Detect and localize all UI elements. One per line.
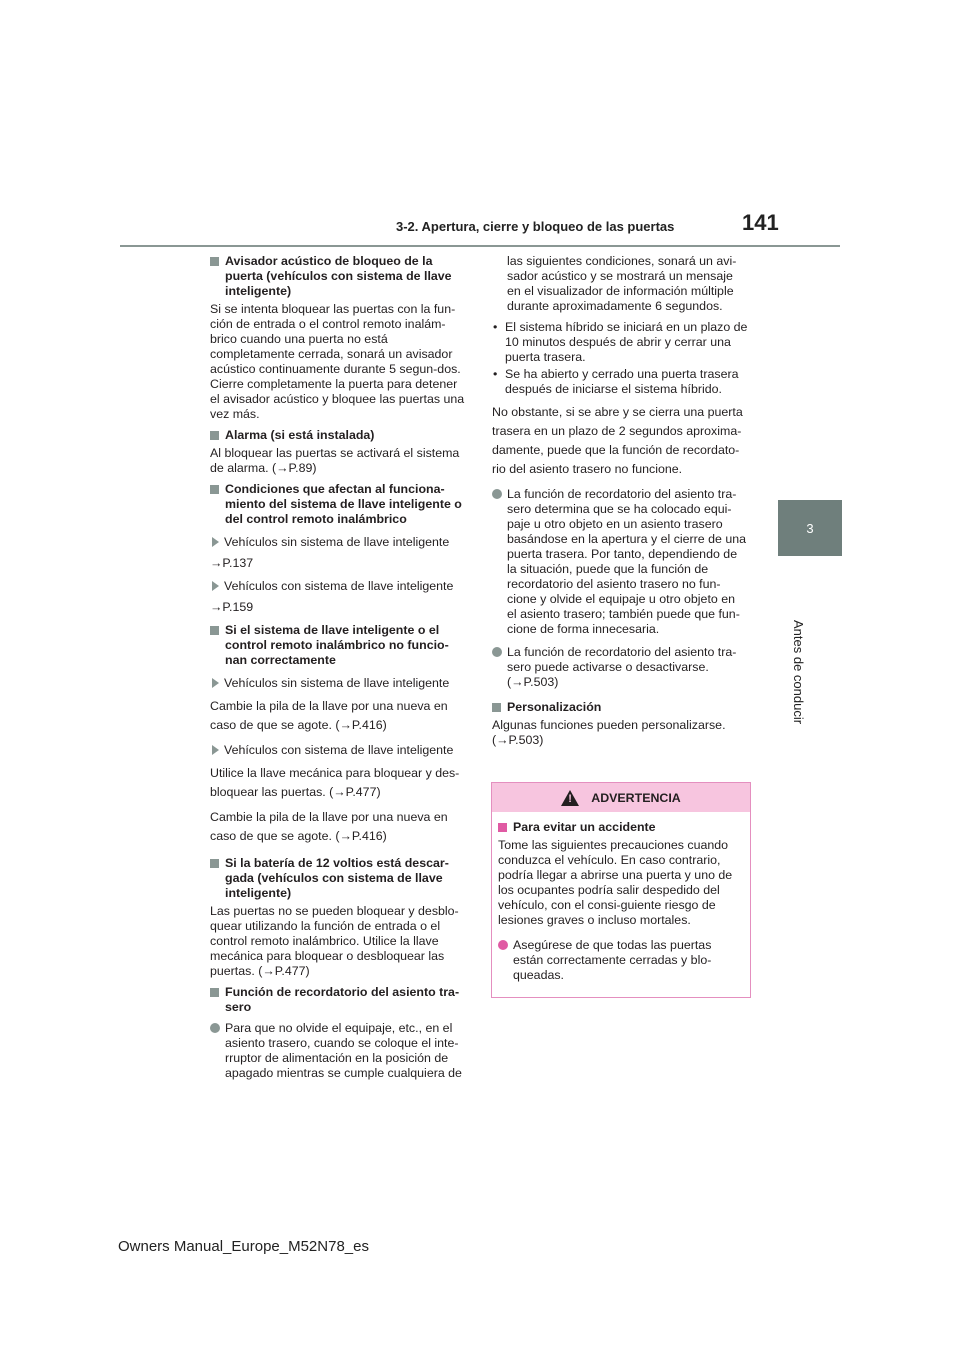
- text-line: Cambie la pila de la llave por una nueva en: [210, 810, 448, 824]
- text-line: rio del asiento trasero no funcione.: [492, 462, 683, 476]
- section-heading: Condiciones que afectan al funciona-miento del sistema de llave inteligente o del control remoto inalámbrico: [210, 482, 466, 527]
- warning-body: [492, 812, 750, 997]
- section-heading: Si el sistema de llave inteligente o el control remoto inalámbrico no funcio-nan correctamente: [210, 623, 466, 668]
- warning-title: ADVERTENCIA: [591, 790, 681, 805]
- section-heading: Alarma (si está instalada): [210, 428, 466, 443]
- text-line: Cambie la pila de la llave por una nueva en: [210, 699, 448, 713]
- footer-text: Owners Manual_Europe_M52N78_es: [118, 1238, 369, 1255]
- condition-item: • Se ha abierto y cerrado una puerta trasera después de iniciarse el sistema híbrido.: [492, 367, 748, 397]
- arrow-item: Vehículos sin sistema de llave inteligente: [210, 676, 466, 691]
- section-text: Si se intenta bloquear las puertas con la fun-ción de entrada o el control remoto inalám-brico cuando una puerta no está completamente cerrada, sonará un avisador acústico continuamente durante 5 segun-dos. Cierre completamente la puerta para detener el avisador acústico y bloquee las puertas una vez más.: [210, 302, 465, 421]
- arrow-item: Vehículos con sistema de llave inteligente: [210, 579, 466, 594]
- chapter-tab: [778, 500, 842, 556]
- header-rule: [120, 245, 840, 247]
- text-line: trasera en un plazo de 2 segundos aproxima-: [492, 424, 742, 438]
- section-text: Las puertas no se pueden bloquear y desblo-quear utilizando la función de entrada o el control remoto inalámbrico. Utilice la llave mecánica para bloquear o desbloquear las puertas. (→P.477): [210, 904, 459, 978]
- warning-header: [492, 783, 750, 812]
- section-door-lock-buzzer: [210, 254, 466, 422]
- continued-text: las siguientes condiciones, sonará un avi-sador acústico y se mostrará un mensaje en el visualizador de información múltiple durante aproximadamente 6 segundos.: [507, 254, 737, 313]
- text-line: caso de que se agote. (→P.416): [210, 829, 387, 843]
- warning-box: [491, 782, 751, 998]
- bullet-item: La función de recordatorio del asiento tra-sero determina que se ha colocado equi-paje u otro objeto en un asiento trasero basándose en la apertura y el cierre de una puerta trasera. Por tanto, dependiendo de la situación, puede que la función de recordatorio del asiento trasero no fun-cione y olvide el equipaje u otro objeto en el asiento trasero; también puede que fun-cione de forma innecesaria.: [492, 487, 748, 637]
- text-line: Utilice la llave mecánica para bloquear y des-: [210, 766, 460, 780]
- page-number: 141: [742, 210, 779, 235]
- bullet-item: Para que no olvide el equipaje, etc., en el asiento trasero, cuando se coloque el inte-rruptor de alimentación en la posición de apagado mientras se cumple cualquiera de: [210, 1021, 466, 1081]
- section-text: Algunas funciones pueden personalizarse. (→P.503): [492, 718, 726, 747]
- warning-heading: Para evitar un accidente: [498, 820, 744, 835]
- arrow-item: Vehículos con sistema de llave inteligente: [210, 743, 466, 758]
- arrow-item: Vehículos sin sistema de llave inteligente: [210, 535, 466, 550]
- section-rear-seat-reminder: [210, 985, 466, 1081]
- section-customization: [492, 700, 748, 748]
- right-column: [492, 254, 748, 754]
- section-heading: Si la batería de 12 voltios está descar-gada (vehículos con sistema de llave inteligente): [210, 856, 466, 901]
- note-block: [492, 403, 748, 479]
- section-alarm: [210, 428, 466, 476]
- text-line: No obstante, si se abre y se cierra una puerta: [492, 405, 743, 419]
- warning-text: Tome las siguientes precauciones cuando conduzca el vehículo. En caso contrario, podría llegar a abrirse una puerta y uno de los ocupantes podría salir despedido del vehículo, con el consi-guiente riesgo de lesiones graves o incluso mortales.: [498, 838, 733, 927]
- section-heading: Función de recordatorio del asiento tra-sero: [210, 985, 466, 1015]
- section-malfunction: [210, 623, 466, 846]
- condition-item: • El sistema híbrido se iniciará en un plazo de 10 minutos después de abrir y cerrar una puerta trasera.: [492, 320, 748, 365]
- page-reference: →P.137: [210, 556, 254, 570]
- text-line: damente, puede que la función de recordato-: [492, 443, 740, 457]
- section-text: Al bloquear las puertas se activará el sistema de alarma. (→P.89): [210, 446, 460, 475]
- text-line: bloquear las puertas. (→P.477): [210, 785, 381, 799]
- left-column: [210, 254, 466, 1087]
- section-title: 3-2. Apertura, cierre y bloqueo de las puertas: [396, 219, 675, 234]
- warning-triangle-icon: !: [561, 790, 579, 806]
- text-line: caso de que se agote. (→P.416): [210, 718, 387, 732]
- section-heading: Avisador acústico de bloqueo de la puerta (vehículos con sistema de llave inteligente): [210, 254, 466, 299]
- bullet-item: La función de recordatorio del asiento tra-sero puede activarse o desactivarse. (→P.503): [492, 645, 748, 690]
- chapter-number: 3: [806, 520, 814, 536]
- page-reference: →P.159: [210, 600, 254, 614]
- warning-bullet: Asegúrese de que todas las puertas están correctamente cerradas y blo-queadas.: [498, 938, 744, 983]
- section-battery: [210, 856, 466, 979]
- section-heading: Personalización: [492, 700, 748, 715]
- chapter-title: Antes de conducir: [791, 620, 806, 725]
- section-conditions: [210, 482, 466, 615]
